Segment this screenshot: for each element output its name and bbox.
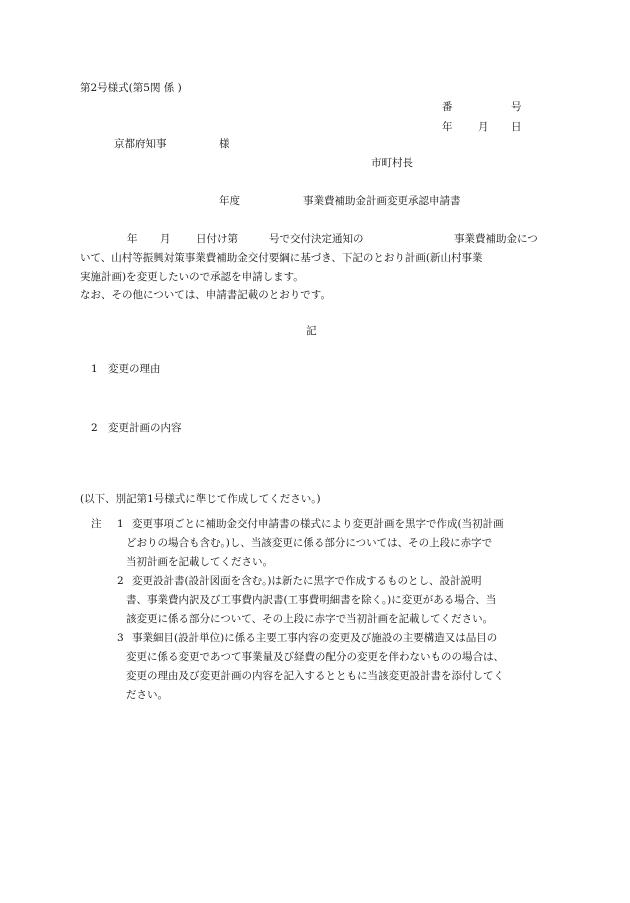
date-day: 日: [511, 121, 522, 133]
date-month: 月: [478, 121, 489, 133]
form-label: 第2号様式(第5関 係 ): [80, 82, 182, 94]
note-1-line: どおりの場合も含む。)し、当該変更に係る部分については、その上段に赤字で: [126, 537, 493, 549]
body-year: 年: [127, 233, 138, 245]
body-tail: 事業費補助金につ: [454, 233, 538, 245]
body-line2: いて、山村等振興対策事業費補助金交付要綱に基づき、下記のとおり計画(新山村事業: [80, 252, 483, 264]
note-3-line: 変更の理由及び変更計画の内容を記入するとともに当該変更設計書を添付してく: [126, 670, 504, 682]
body-day-no: 日付け第: [196, 233, 238, 245]
addressee-honorific: 様: [219, 138, 230, 150]
note-3-line: 変更に係る変更であつて事業量及び経費の配分の変更を伴わないものの場合は、: [126, 651, 504, 663]
note-1-line: 当初計画を記載してください。: [126, 556, 273, 568]
number-suffix: 号: [511, 101, 522, 113]
item-1-number: 1: [91, 363, 98, 375]
note-3-line: ださい。: [126, 689, 168, 701]
number-label: 番: [442, 101, 453, 113]
note-3-number: 3: [117, 632, 124, 644]
item-1-label: 変更の理由: [108, 363, 161, 375]
note-2-line: 変更設計書(設計図面を含む。)は新たに黒字で作成するものとし、設計説明: [132, 575, 482, 587]
instruction: (以下、別記第1号様式に準じて作成してください。): [80, 493, 321, 505]
note-2-line: 該変更に係る部分について、その上段に赤字で当初計画を記載してください。: [126, 613, 494, 625]
sender: 市町村長: [371, 157, 413, 169]
note-3-line: 事業細目(設計単位)に係る主要工事内容の変更及び施設の主要構造又は品目の: [132, 632, 498, 644]
date-year: 年: [442, 121, 453, 133]
note-1-number: 1: [117, 518, 124, 530]
addressee-name: 京都府知事: [114, 138, 167, 150]
notes-mark: 注: [91, 518, 102, 530]
body-go: 号で交付決定通知の: [269, 233, 364, 245]
body-p2: なお、その他については、申請書記載のとおりです。: [80, 289, 331, 301]
page-title: 事業費補助金計画変更承認申請書: [303, 195, 461, 207]
ki-heading: 記: [306, 325, 317, 337]
note-1-line: 変更事項ごとに補助金交付申請書の様式により変更計画を黒字で作成(当初計画: [132, 518, 504, 530]
body-month: 月: [160, 233, 171, 245]
item-2-label: 変更計画の内容: [108, 422, 182, 434]
note-2-line: 書、事業費内訳及び工事費内訳書(工事費明細書を除く。)に変更がある場合、当: [126, 594, 497, 606]
title-year-label: 年度: [219, 195, 240, 207]
item-2-number: 2: [91, 422, 98, 434]
body-line3: 実施計画)を変更したいので承認を申請します。: [80, 271, 304, 283]
note-2-number: 2: [117, 575, 124, 587]
